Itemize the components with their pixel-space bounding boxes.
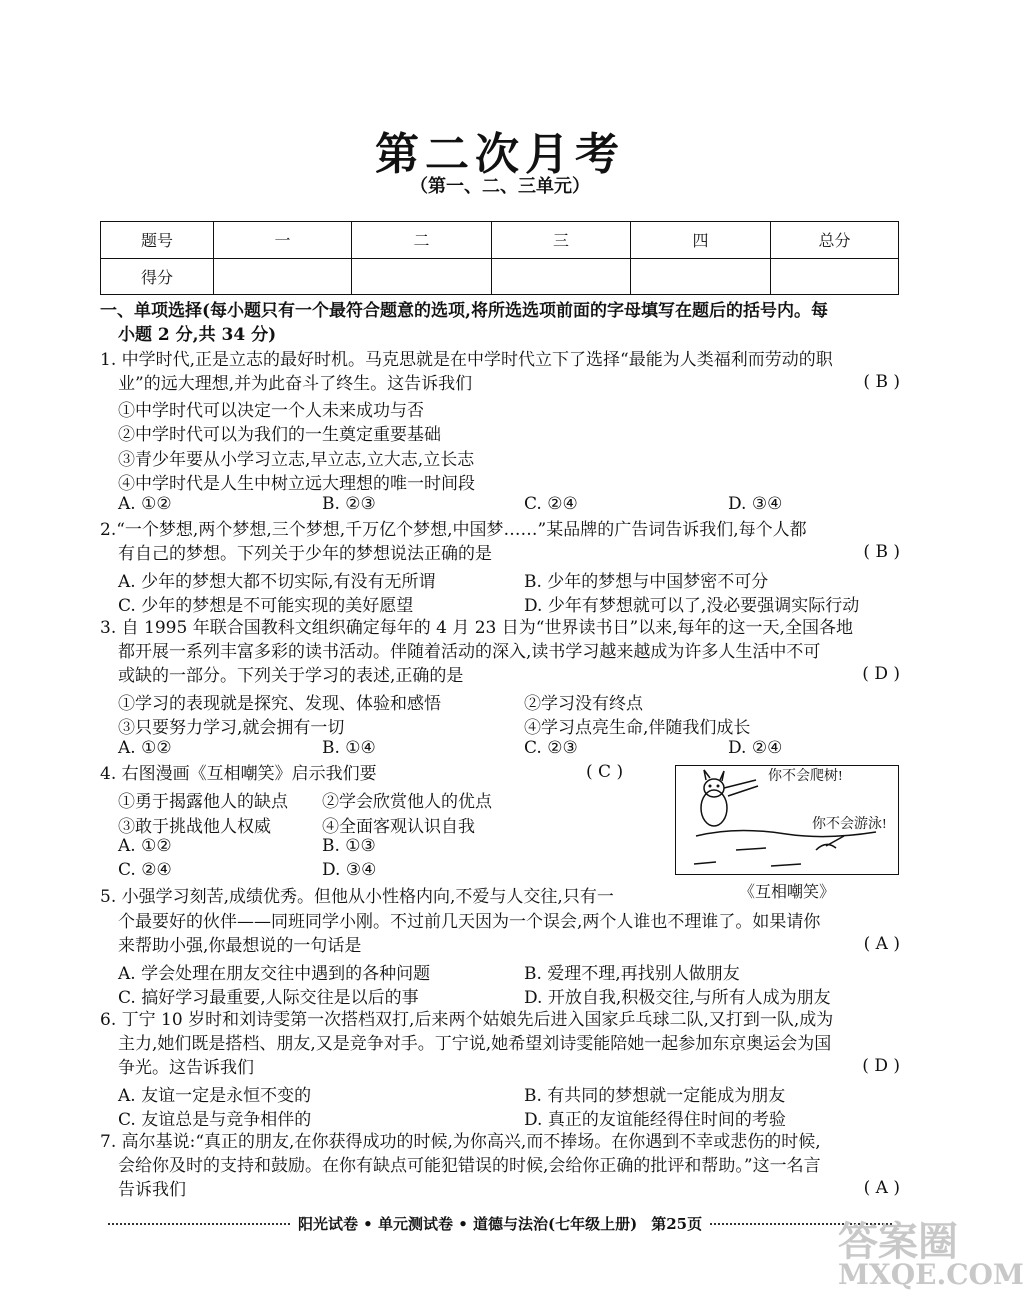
option-d[interactable]: D. ③④: [728, 494, 783, 514]
question-5-stem-cont: 个最要好的伙伴——同班同学小刚。不过前几天因为一个误会,两个人谁也不理谁了。如果请你: [118, 912, 821, 932]
score-input-cell[interactable]: [492, 258, 631, 295]
watermark-url: MXQE.COM: [838, 1258, 1024, 1291]
section-heading: 一、单项选择(每小题只有一个最符合题意的选项,将所选选项前面的字母填写在题后的括号内。每: [100, 301, 828, 321]
question-5-stem-cont: 来帮助小强,你最想说的一句话是: [118, 936, 362, 956]
statement: ④全面客观认识自我: [322, 817, 475, 837]
question-5-stem: 5. 小强学习刻苦,成绩优秀。但他从小性格内向,不爱与人交往,只有一: [100, 887, 614, 907]
question-6-stem-cont: 争光。这告诉我们: [118, 1058, 254, 1078]
option-a[interactable]: A. ①②: [118, 738, 172, 758]
page-title: 第二次月考: [375, 129, 625, 180]
answer-bracket: ( D ): [862, 1056, 900, 1076]
question-7-stem-cont: 会给你及时的支持和鼓励。在你有缺点可能犯错误的时候,会给你正确的批评和帮助。”这一名言: [118, 1156, 821, 1176]
cartoon-drawing: [676, 766, 897, 873]
statement: ①中学时代可以决定一个人未来成功与否: [118, 401, 424, 421]
option-d[interactable]: D. 开放自我,积极交往,与所有人成为朋友: [524, 988, 831, 1008]
question-7-stem: 7. 高尔基说:“真正的朋友,在你获得成功的时候,为你高兴,而不捧场。在你遇到不幸或悲伤的时候,: [100, 1132, 821, 1152]
option-c[interactable]: C. 搞好学习最重要,人际交往是以后的事: [118, 988, 419, 1008]
speech-bubble-2: 你不会游泳!: [812, 817, 887, 832]
statement: ③敢于挑战他人权威: [118, 817, 271, 837]
option-d[interactable]: D. 真正的友谊能经得住时间的考验: [524, 1110, 786, 1130]
speech-bubble-1: 你不会爬树!: [768, 769, 843, 784]
table-cell: 三: [492, 222, 631, 259]
option-c[interactable]: C. ②④: [118, 860, 172, 880]
question-3-stem-cont: 或缺的一部分。下列关于学习的表述,正确的是: [118, 666, 464, 686]
question-7-stem-cont: 告诉我们: [118, 1180, 186, 1200]
score-table: [100, 221, 899, 295]
option-a[interactable]: A. 学会处理在朋友交往中遇到的各种问题: [118, 964, 431, 984]
cartoon-illustration: [675, 765, 899, 875]
option-a[interactable]: A. 少年的梦想大都不切实际,有没有无所谓: [118, 572, 436, 592]
score-table-score-row: [101, 258, 899, 295]
option-b[interactable]: B. ①④: [322, 738, 376, 758]
score-input-cell[interactable]: [214, 258, 352, 295]
statement: ①勇于揭露他人的缺点: [118, 792, 288, 812]
statement: ④中学时代是人生中树立远大理想的唯一时间段: [118, 474, 475, 494]
option-b[interactable]: B. 爱理不理,再找别人做朋友: [524, 964, 740, 984]
table-cell: 题号: [101, 222, 214, 259]
answer-bracket: ( B ): [863, 542, 900, 562]
option-b[interactable]: B. 有共同的梦想就一定能成为朋友: [524, 1086, 786, 1106]
statement: ③只要努力学习,就会拥有一切: [118, 718, 345, 738]
page-subtitle: （第一、二、三单元）: [410, 176, 590, 197]
footer-divider: [108, 1223, 290, 1225]
statement: ②学习没有终点: [524, 694, 643, 714]
footer-text: 阳光试卷 • 单元测试卷 • 道德与法治(七年级上册): [297, 1215, 638, 1233]
question-3-stem: 3. 自 1995 年联合国教科文组织确定每年的 4 月 23 日为“世界读书日”以来,每年的这一天,全国各地: [100, 618, 853, 638]
statement: ②学会欣赏他人的优点: [322, 792, 492, 812]
option-c[interactable]: C. 少年的梦想是不可能实现的美好愿望: [118, 596, 414, 616]
option-d[interactable]: D. ②④: [728, 738, 783, 758]
question-2-stem-cont: 有自己的梦想。下列关于少年的梦想说法正确的是: [118, 544, 492, 564]
option-c[interactable]: C. ②④: [524, 494, 578, 514]
option-d[interactable]: D. 少年有梦想就可以了,没必要强调实际行动: [524, 596, 860, 616]
option-b[interactable]: B. ①③: [322, 836, 376, 856]
table-cell: 一: [214, 222, 352, 259]
option-b[interactable]: B. 少年的梦想与中国梦密不可分: [524, 572, 769, 592]
option-b[interactable]: B. ②③: [322, 494, 376, 514]
page-footer: [100, 1213, 900, 1234]
question-4-stem: 4. 右图漫画《互相嘲笑》启示我们要: [100, 764, 377, 784]
question-6-stem-cont: 主力,她们既是搭档、朋友,又是竞争对手。丁宁说,她希望刘诗雯能陪她一起参加东京奥运会为国: [118, 1034, 832, 1054]
watermark-logo: 答案圈: [838, 1218, 958, 1265]
score-input-cell[interactable]: [352, 258, 492, 295]
statement: ②中学时代可以为我们的一生奠定重要基础: [118, 425, 441, 445]
page-number: 第25页: [651, 1215, 703, 1233]
statement: ④学习点亮生命,伴随我们成长: [524, 718, 751, 738]
answer-bracket: ( A ): [863, 1178, 900, 1198]
cartoon-caption: 《互相嘲笑》: [738, 882, 835, 901]
option-a[interactable]: A. ①②: [118, 494, 172, 514]
score-input-cell[interactable]: [771, 258, 899, 295]
table-cell: 得分: [101, 258, 214, 295]
question-1-stem-cont: 业”的远大理想,并为此奋斗了终生。这告诉我们: [118, 374, 473, 394]
question-6-stem: 6. 丁宁 10 岁时和刘诗雯第一次搭档双打,后来两个姑娘先后进入国家乒乓球二队,又打到一队,成为: [100, 1010, 834, 1030]
table-cell: 四: [631, 222, 771, 259]
option-c[interactable]: C. 友谊总是与竞争相伴的: [118, 1110, 312, 1130]
score-input-cell[interactable]: [631, 258, 771, 295]
question-2-stem: 2.“一个梦想,两个梦想,三个梦想,千万亿个梦想,中国梦……”某品牌的广告词告诉我们,每个人都: [100, 520, 807, 540]
option-d[interactable]: D. ③④: [322, 860, 377, 880]
table-cell: 总分: [771, 222, 899, 259]
score-table-header-row: [101, 222, 899, 259]
option-c[interactable]: C. ②③: [524, 738, 578, 758]
answer-bracket: ( B ): [863, 372, 900, 392]
answer-bracket: ( A ): [863, 934, 900, 954]
option-a[interactable]: A. ①②: [118, 836, 172, 856]
question-1-stem: 1. 中学时代,正是立志的最好时机。马克思就是在中学时代立下了选择“最能为人类福利而劳动的职: [100, 350, 833, 370]
table-cell: 二: [352, 222, 492, 259]
option-a[interactable]: A. 友谊一定是永恒不变的: [118, 1086, 312, 1106]
answer-bracket: ( D ): [862, 664, 900, 684]
question-3-stem-cont: 都开展一系列丰富多彩的读书活动。伴随着活动的深入,读书学习越来越成为许多人生活中不可: [118, 642, 821, 662]
statement: ③青少年要从小学习立志,早立志,立大志,立长志: [118, 450, 475, 470]
section-heading-cont: 小题 2 分,共 34 分): [118, 325, 277, 345]
answer-bracket: ( C ): [586, 762, 624, 782]
statement: ①学习的表现就是探究、发现、体验和感悟: [118, 694, 441, 714]
